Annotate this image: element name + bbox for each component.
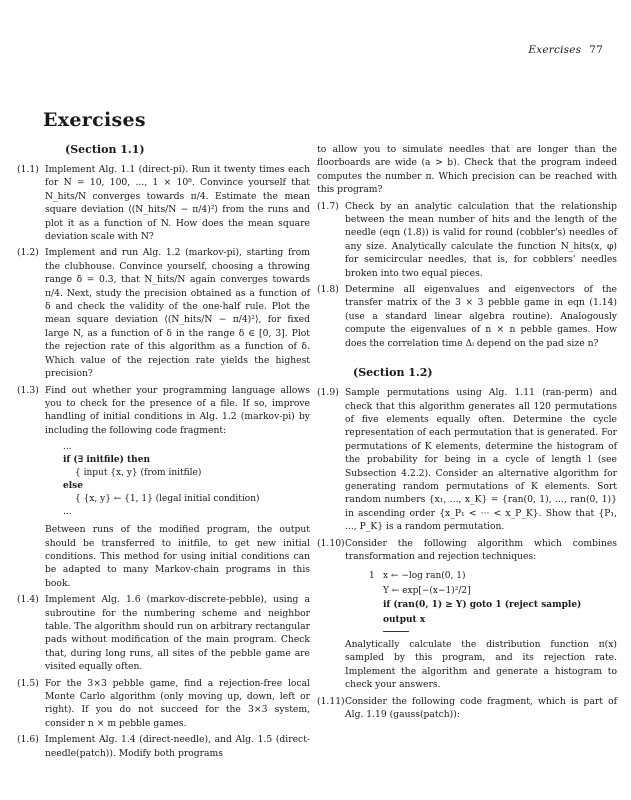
code-end-rule xyxy=(383,631,409,632)
page-number: 77 xyxy=(589,44,603,56)
exercise-1-2 xyxy=(17,246,310,380)
code-line: ... xyxy=(63,507,72,518)
section-spacer xyxy=(317,353,617,366)
exercise-1-6 xyxy=(17,733,310,760)
exercise-1-10-continued: Analytically calculate the distribution function π(x) sampled by this program, and its rejection rate. Implement the algorithm and generate a histogram to check your answers. xyxy=(345,639,617,691)
code-line-number: 1 xyxy=(369,571,375,582)
exercise-text: Implement Alg. 1.6 (markov-discrete-pebble), using a subroutine for the numbering scheme and neighbor table. The algorithm should run on arbitrary rectangular pads without modification of the main program. Check that, during long runs, all sites of the pebble game are visited equally often. xyxy=(45,594,310,673)
section-heading-1-1: (Section 1.1) xyxy=(65,143,145,156)
exercise-1-10 xyxy=(317,537,617,564)
code-fragment-rejection xyxy=(369,569,617,632)
exercise-1-1 xyxy=(17,163,310,243)
exercise-1-3-continued: Between runs of the modified program, the output should be transferred to initfile, to get new initial conditions. This method for using initial conditions can be adapted to many Markov-chain programs in this book. xyxy=(45,524,310,589)
exercise-number: (1.11) xyxy=(317,695,345,707)
section-heading-1-2: (Section 1.2) xyxy=(353,366,433,380)
exercise-number: (1.10) xyxy=(317,537,345,549)
exercise-1-9 xyxy=(317,386,617,533)
exercise-number: (1.5) xyxy=(17,677,39,689)
code-text: if (ran(0, 1) ≥ Υ) goto 1 (reject sample) xyxy=(383,600,582,611)
exercise-text: Determine all eigenvalues and eigenvectors of the transfer matrix of the 3 × 3 pebble game in eqn (1.14) (use a standard linear algebra routine). Analogously compute the eigenvalues of n × n pebble games. How does the correlation time Δᵢ depend on the pad size n? xyxy=(345,284,617,349)
exercise-number: (1.6) xyxy=(17,734,39,746)
exercise-1-11 xyxy=(317,695,617,722)
exercise-text: Implement Alg. 1.4 (direct-needle), and Alg. 1.5 (direct-needle(patch)). Modify both programs xyxy=(45,734,310,759)
code-text: x ← −log ran(0, 1) xyxy=(383,571,466,582)
exercise-1-8 xyxy=(317,283,617,350)
exercise-1-4 xyxy=(17,593,310,673)
right-column xyxy=(317,143,617,724)
exercise-text: Consider the following code fragment, which is part of Alg. 1.19 (gauss(patch)): xyxy=(345,695,617,721)
running-header xyxy=(528,44,603,56)
exercise-text: Find out whether your programming language allows you to check for the presence of a file. If so, improve handling of initial conditions in Alg. 1.2 (markov-pi) by including the following code fragment: xyxy=(45,384,310,436)
left-column xyxy=(17,143,310,763)
code-line xyxy=(369,569,617,583)
exercise-number: (1.9) xyxy=(317,387,339,399)
exercise-text: Consider the following algorithm which combines transformation and rejection techniques: xyxy=(345,537,617,562)
exercise-number: (1.8) xyxy=(317,284,339,296)
exercise-text: Implement Alg. 1.1 (direct-pi). Run it twenty times each for N = 10, 100, ..., 1 × 10⁸. Convince yourself that N_hits/N converges towards π/4. Estimate the mean square deviation ⟨(N_hits/N − π/4)²⟩ from the runs and plot it as a function of N. How does the mean square deviation scale with N? xyxy=(45,164,310,243)
chapter-title: Exercises xyxy=(43,109,146,131)
header-title: Exercises xyxy=(528,44,582,56)
code-line: if (∃ initfile) then xyxy=(63,455,150,466)
exercise-text: For the 3×3 pebble game, find a rejection-free local Monte Carlo algorithm (only moving up, down, left or right). If you do not succeed for the 3×3 system, consider n × m pebble games. xyxy=(45,677,310,729)
code-line: { {x, y} ← {1, 1} (legal initial condition) xyxy=(75,494,260,505)
code-text: output x xyxy=(383,614,426,625)
exercise-number: (1.1) xyxy=(17,164,39,175)
code-line: { input {x, y} (from initfile) xyxy=(75,468,202,479)
exercise-number: (1.7) xyxy=(317,200,339,212)
exercise-1-5 xyxy=(17,677,310,731)
exercise-text: Check by an analytic calculation that the relationship between the mean number of hits and the length of the needle (eqn (1.8)) is valid for round (cobbler's) needles of any size. Analytically calculate the function N_hits(x, φ) for semicircular needles, that is, for cobblers' needles broken into two equal pieces. xyxy=(345,200,617,279)
code-line xyxy=(369,598,617,612)
exercise-number: (1.2) xyxy=(17,247,39,259)
code-line xyxy=(369,613,617,627)
exercise-1-6-continued: to allow you to simulate needles that are longer than the floorboards are wide (a > b). Check that the program indeed computes the number π. Which precision can be reached with this program? xyxy=(317,144,617,196)
exercise-number: (1.4) xyxy=(17,594,39,606)
exercise-1-3 xyxy=(17,384,310,438)
exercise-1-7 xyxy=(317,200,617,280)
code-text: Υ ← exp[−(x−1)²/2] xyxy=(383,585,471,596)
code-line xyxy=(369,584,617,598)
exercise-number: (1.3) xyxy=(17,384,39,396)
code-fragment-initfile xyxy=(63,441,310,519)
code-line: ... xyxy=(63,442,72,453)
code-line: else xyxy=(63,481,83,492)
exercise-text: Sample permutations using Alg. 1.11 (ran-perm) and check that this algorithm generates all 120 permutations of five elements equally often. Determine the cycle representation of each permutation that is generated. For permutations of K elements, determine the histogram of the probability for being in a cycle of length l (see Subsection 4.2.2). Consider an alternative algorithm for generating random permutations of K elements. Sort random numbers {x₁, ..., x_K} = {ran(0, 1), ..., ran(0, 1)} in ascending order {x_P₁ < ··· < x_P_K}. Show that {P₁, ..., P_K} is a random permutation. xyxy=(345,387,617,533)
exercise-text: Implement and run Alg. 1.2 (markov-pi), starting from the clubhouse. Convince yourself, choosing a throwing range δ = 0.3, that N_hits/N again converges towards π/4. Next, study the precision obtained as a function of δ and check the validity of the one-half rule. Plot the mean square deviation ⟨(N_hits/N − π/4)²⟩, for fixed large N, as a function of δ in the range δ ∈ [0, 3]. Plot the rejection rate of this algorithm as a function of δ. Which value of the rejection rate yields the highest precision? xyxy=(45,247,310,380)
